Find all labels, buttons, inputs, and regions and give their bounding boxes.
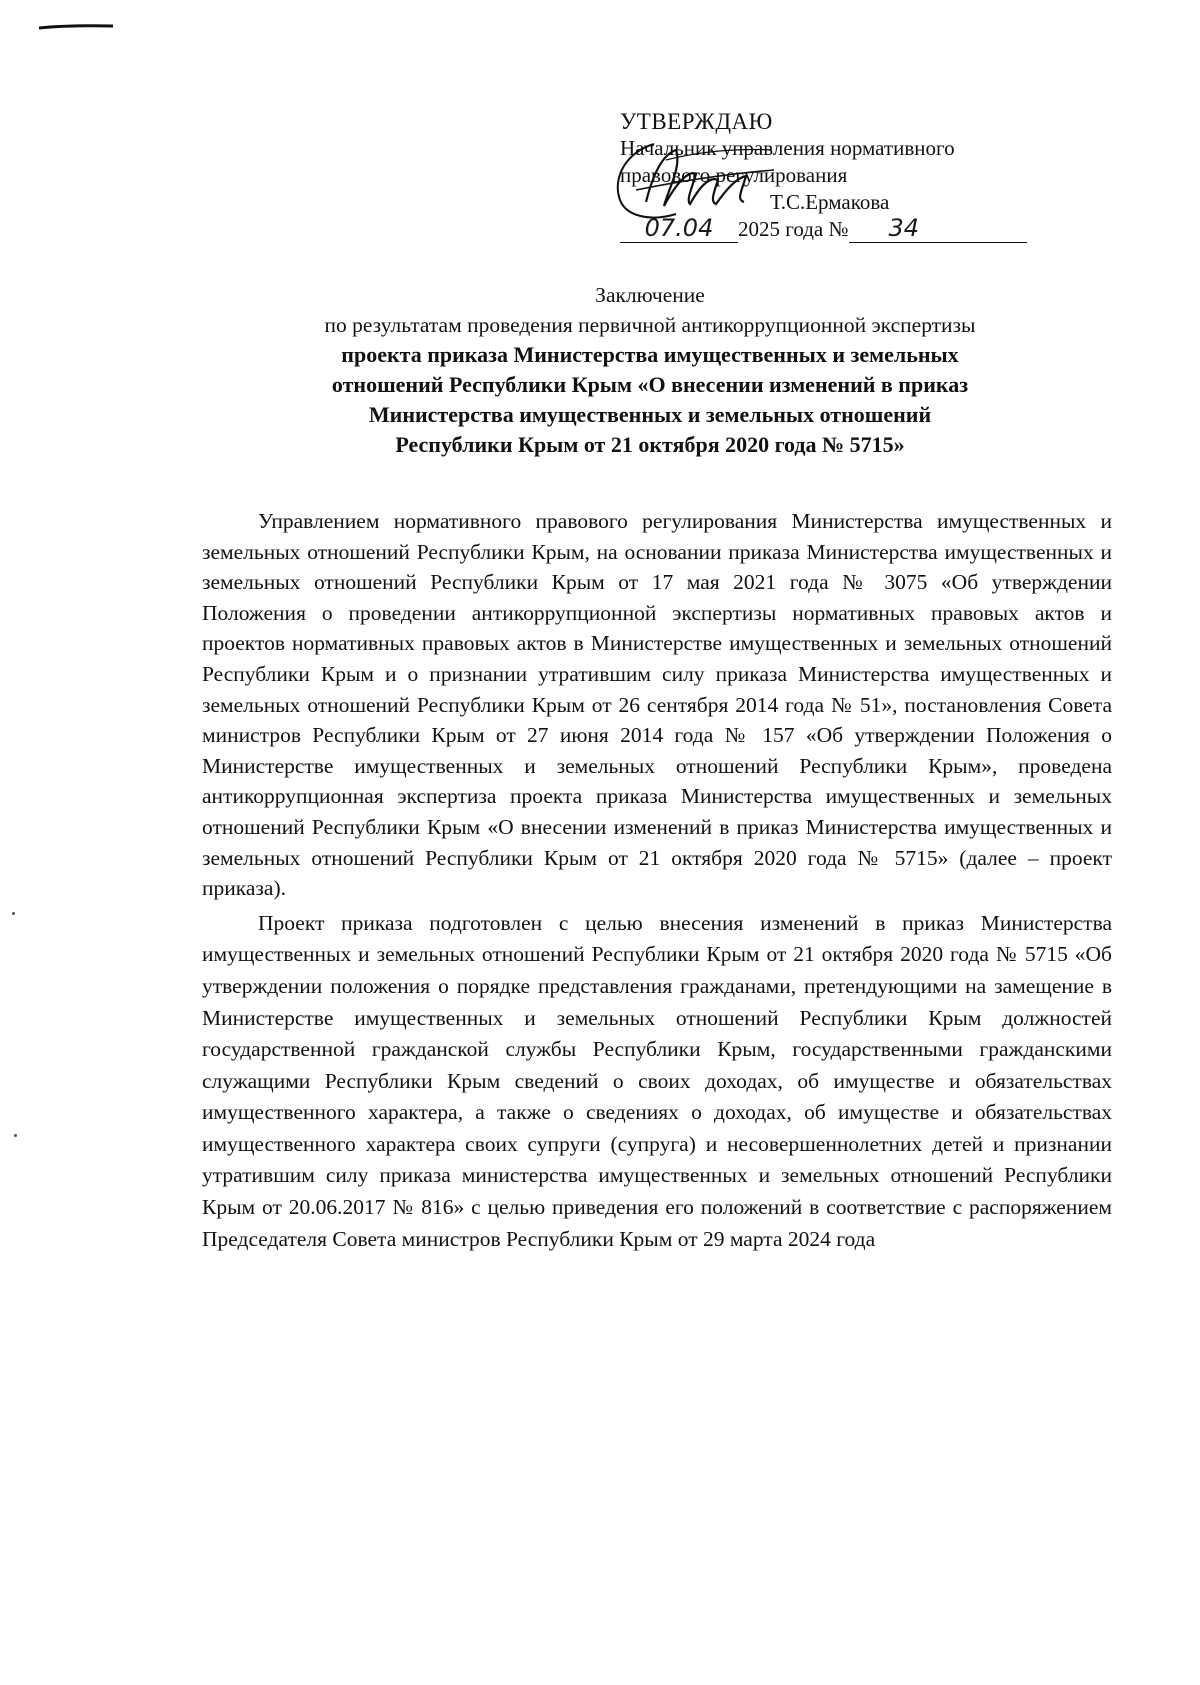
handwritten-signature [606, 130, 776, 234]
document-subheading: по результатам проведения первичной антикоррупционной экспертизы [324, 313, 976, 337]
approval-year-text: 2025 года № [738, 217, 849, 241]
document-title-line1: проекта приказа Министерства имущественных и земельных [341, 342, 959, 367]
document-heading: Заключение [595, 283, 705, 307]
document-title-line3: Министерства имущественных и земельных отношений [368, 402, 932, 427]
document-title-block [190, 280, 1110, 460]
approval-number-field [849, 214, 1027, 243]
approver-position-line2: правового регулирования [620, 163, 848, 187]
scan-speck [14, 1134, 17, 1137]
corner-scan-mark [38, 24, 114, 30]
scan-speck [12, 912, 15, 915]
document-title-line4: Республики Крым от 21 октября 2020 года № 5715» [395, 432, 905, 457]
document-title-line2: отношений Республики Крым «О внесении изменений в приказ [331, 372, 969, 397]
body-paragraph-1: Управлением нормативного правового регулирования Министерства имущественных и земельных отношений Республики Крым, на основании приказа Министерства имущественных и земельных отношений Республики Крым от 17 мая 2021 года № 3075 «Об утверждении Положения о проведении антикоррупционной экспертизы нормативных правовых актов и проектов нормативных правовых актов в Министерстве имущественных и земельных отношений Республики Крым и о признании утратившим силу приказа Министерства имущественных и земельных отношений Республики Крым от 26 сентября 2014 года № 51», постановления Совета министров Республики Крым от 27 июня 2014 года № 157 «Об утверждении Положения о Министерстве имущественных и земельных отношений Республики Крым», проведена антикоррупционная экспертиза проекта приказа Министерства имущественных и земельных отношений Республики Крым «О внесении изменений в приказ Министерства имущественных и земельных отношений Республики Крым от 21 октября 2020 года № 5715» (далее – проект приказа). [202, 509, 1112, 901]
approval-heading: УТВЕРЖДАЮ [620, 109, 773, 134]
approver-name: Т.С.Ермакова [770, 190, 890, 214]
body-paragraph-2: Проект приказа подготовлен с целью внесения изменений в приказ Министерства имущественных и земельных отношений Республики Крым от 21 октября 2020 года № 5715 «Об утверждении положения о порядке представления гражданами, претендующими на замещение в Министерстве имущественных и земельных отношений Республики Крым должностей государственной гражданской службы Республики Крым, государственными гражданскими служащими Республики Крым сведений о своих доходах, об имуществе и обязательствах имущественного характера, а также о сведениях о доходах, об имуществе и обязательствах имущественного характера своих супруги (супруга) и несовершеннолетних детей и признании утратившим силу приказа министерства имущественных и земельных отношений Республики Крым от 20.06.2017 № 816» с целью приведения его положений в соответствие с распоряжением Председателя Совета министров Республики Крым от 29 марта 2024 года [202, 910, 1112, 1251]
document-body [202, 506, 1112, 1255]
approval-date-handwritten: 07.04 [644, 214, 714, 242]
approver-position-line1: Начальник управления нормативного [620, 136, 955, 160]
approval-number-handwritten: 34 [888, 214, 920, 242]
